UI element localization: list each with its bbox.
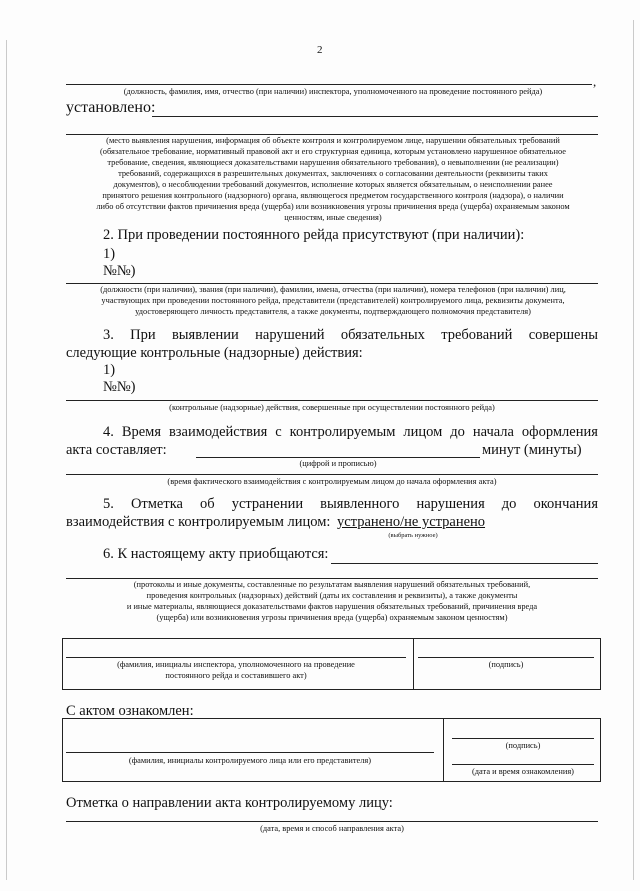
section2-title: 2. При проведении постоянного рейда присутствуют (при наличии): <box>103 227 525 243</box>
section4-caption: (время фактического взаимодействия с контролируемым лицом до начала оформления акта) <box>167 477 497 486</box>
inspector-signature-line <box>418 657 594 658</box>
section6-attach-line <box>331 563 598 564</box>
section4-digits-caption: (цифрой и прописью) <box>299 459 377 468</box>
section3-line <box>66 400 598 401</box>
acquainted-person-line <box>66 752 434 753</box>
acquainted-date-caption: (дата и время ознакомления) <box>472 767 574 776</box>
section6-title: 6. К настоящему акту приобщаются: <box>103 546 329 562</box>
direction-caption: (дата, время и способ направления акта) <box>260 824 404 833</box>
inspector-sign-caption: (фамилия, инициалы инспектора, уполномоченного на проведение постоянного рейда и составившего акт) <box>117 660 355 680</box>
acquainted-signature-caption: (подпись) <box>505 741 541 750</box>
inspector-name-line <box>66 84 592 85</box>
acquainted-person-caption: (фамилия, инициалы контролируемого лица или его представителя) <box>128 756 372 765</box>
scan-border-left <box>6 40 7 880</box>
signature-block-divider <box>413 638 414 689</box>
section3-numbering: №№) <box>103 379 136 395</box>
inspector-sign-line <box>66 657 406 658</box>
direction-line <box>66 821 598 822</box>
section3-line2: следующие контрольные (надзорные) действия: <box>66 345 363 361</box>
inspector-signature-caption: (подпись) <box>488 660 524 669</box>
acquainted-date-line <box>452 764 594 765</box>
acquainted-label: С актом ознакомлен: <box>66 703 194 719</box>
section2-caption: (должности (при наличии), звания (при наличии), фамилии, имена, отчества (при наличии), номера телефонов (при наличии) лиц, участвующих при проведении постоянного рейда, представители (представителей) контролируемого лица, реквизиты документа, удостоверяющего личность представителя, а также документы, подтверждающего полномочия представителя) <box>100 285 566 316</box>
established-caption: (место выявления нарушения, информация об объекте контроля и контролируемом лице, нарушении обязательных требований (обязательное требование, нормативный правовой акт и его структурная единица, которым установлено нарушенное обязательное требование, сведения, являющиеся доказательствами нарушения обязательного требования), о невыполнении (не реализации) требований, содержащихся в разрешительных документах, заключениях о согласовании деятельности (реквизиты таких документов), о несоблюдении требований документов, исполнение которых является обязательным, о неисполнении ранее принятого решения контрольного (надзорного) органа, являющегося предметом государственного контроля (надзора), о наличии либо об отсутствии фактов причинения вреда (ущерба) или возникновения угрозы причинения вреда (ущерба) охраняемым законом ценностям, иные сведения) <box>96 136 570 222</box>
section3-item1: 1) <box>103 362 116 378</box>
acquainted-block-divider <box>443 718 444 781</box>
section4-line <box>66 474 598 475</box>
section2-numbering: №№) <box>103 263 136 279</box>
header-comma: , <box>593 74 597 89</box>
section2-item1: 1) <box>103 246 116 262</box>
scan-border-right <box>633 20 634 880</box>
section3-caption: (контрольные (надзорные) действия, совершенные при осуществлении постоянного рейда) <box>169 403 495 412</box>
section4-unit: минут (минуты) <box>482 442 582 458</box>
section5-label: взаимодействия с контролируемым лицом: <box>66 514 331 530</box>
section3-line1: 3. При выявлении нарушений обязательных требований совершены <box>103 327 598 343</box>
section5-choice: устранено/не устранено <box>337 514 486 530</box>
established-label: установлено: <box>66 99 156 116</box>
page-number: 2 <box>317 44 323 56</box>
acquainted-signature-line <box>452 738 594 739</box>
section6-caption: (протоколы и иные документы, составленные по результатам выявления нарушений обязательных требований, проведения контрольных (надзорных) действий (даты их составления и реквизиты), а также документы и иные материалы, являющиеся доказательствами фактов нарушения обязательных требований, причинения вреда (ущерба) или возникновения угрозы причинения вреда (ущерба) охраняемым законом ценностям) <box>126 580 538 622</box>
direction-label: Отметка о направлении акта контролируемому лицу: <box>66 795 393 811</box>
section4-label: акта составляет: <box>66 442 167 458</box>
section5-choice-caption: (выбрать нужное) <box>388 532 438 539</box>
inspector-caption: (должность, фамилия, имя, отчество (при наличии) инспектора, уполномоченного на проведение постоянного рейда) <box>123 87 543 96</box>
established-line-1 <box>152 116 598 117</box>
section5-line1: 5. Отметка об устранении выявленного нарушения до окончания <box>103 496 598 512</box>
section4-line1: 4. Время взаимодействия с контролируемым лицом до начала оформления <box>103 424 598 440</box>
